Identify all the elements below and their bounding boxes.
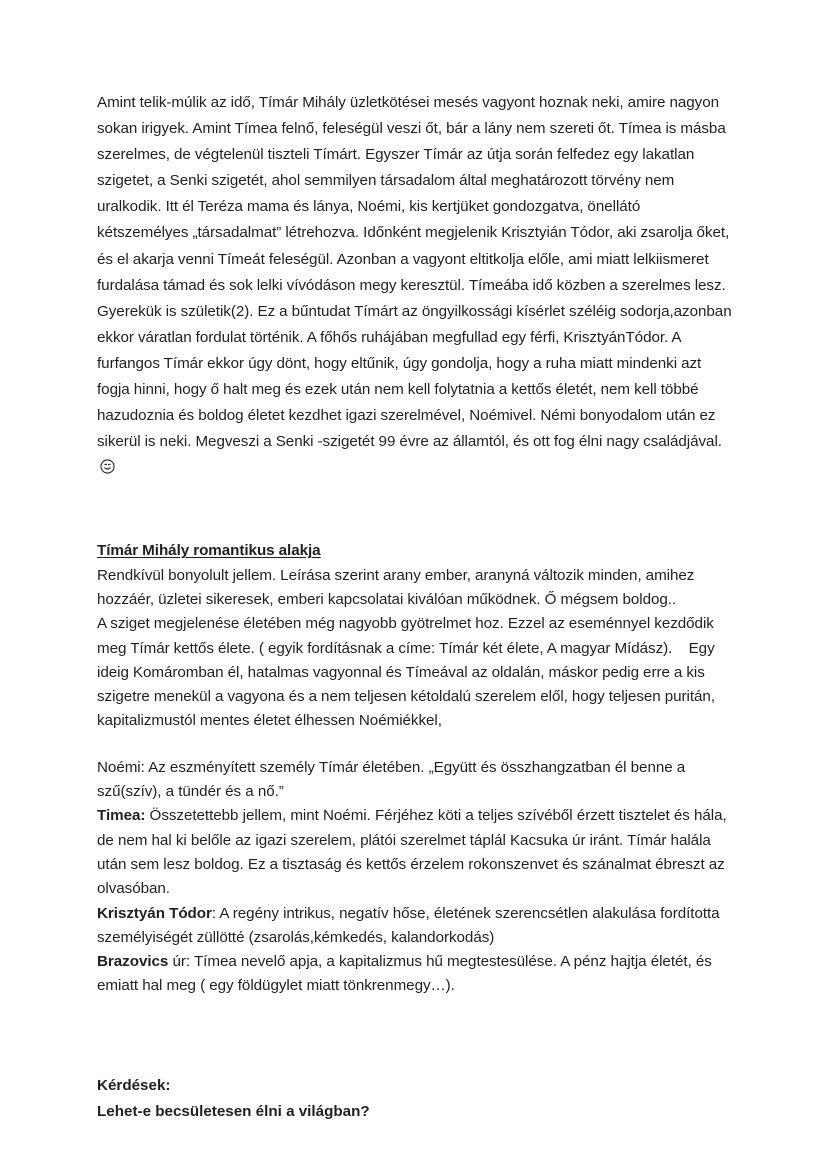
- character-paragraph-2a: A sziget megjelenése életében még nagyobb gyötrelmet hoz. Ezzel az eseménnyel kezdődik meg Tímár kettős élete. ( egyik fordításnak a címe: Tímár két élete, A magyar Mídász).: [97, 615, 714, 657]
- section-gap-2: [97, 734, 733, 756]
- questions-section: [97, 1073, 733, 1125]
- krisztyan-todor-description: : A regény intrikus, negatív hőse, életének szerencsétlen alakulása fordította személyiségét züllötté (zsarolás,kémkedés, kalandorkodás): [97, 904, 720, 946]
- question-item-1: Lehet-e becsületesen élni a világban?: [97, 1102, 370, 1120]
- section-gap-3: [97, 999, 733, 1073]
- questions-heading: Kérdések:: [97, 1076, 171, 1094]
- brazovics-label: Brazovics: [97, 953, 169, 971]
- document-body: [97, 90, 733, 1125]
- paragraph-indent-spacer: [672, 640, 688, 657]
- krisztyan-todor-label: Krisztyán Tódor: [97, 904, 212, 922]
- summary-paragraph: [97, 90, 733, 481]
- section-gap-1: [97, 481, 733, 539]
- summary-paragraph-text: Amint telik-múlik az idő, Tímár Mihály üzletkötései mesés vagyont hoznak neki, amire nagyon sokan irigyek. Amint Tímea felnő, feleségül veszi őt, bár a lány nem szereti őt. Tímea is másba szerelmes, de végtelenül tiszteli Tímárt. Egyszer Tímár az útja során felfedez egy lakatlan szigetet, a Senki szigetét, ahol semmilyen társadalom által meghatározott törvény nem uralkodik. Itt él Teréza mama és lánya, Noémi, kis kertjüket gondozgatva, önellátó kétszemélyes „társadalmat” létrehozva. Időnként megjelenik Krisztyián Tódor, aki zsarolja őket, és el akarja venni Tímeát feleségül. Azonban a vagyont eltitkolja előle, ami miatt lelkiismeret furdalása támad és sok lelki vívódáson megy keresztül. Tímeába idő közben a szerelmes lesz. Gyerekük is születik(2). Ez a bűntudat Tímárt az öngyilkossági kísérlet széléig sodorja,azonban ekkor váratlan fordulat történik. A főhős ruhájában megfullad egy férfi, KrisztyánTódor. A furfangos Tímár ekkor úgy dönt, hogy eltűnik, úgy gondolja, hogy a ruha miatt mindenki azt fogja hinni, hogy ő halt meg és ezek után nem kell folytatnia a kettős életét, nem kell többé hazudoznia és boldog életet kezdhet igazi szerelmével, Noémivel. Némi bonyodalom után ez sikerül is neki. Megveszi a Senki -szigetét 99 évre az államtól, és ott fog élni nagy családjával.: [97, 94, 732, 451]
- brazovics-description: úr: Tímea nevelő apja, a kapitalizmus hű megtestesülése. A pénz hajtja életét, és emiatt hal meg ( egy földügylet miatt tönkrenmegy…).: [97, 953, 712, 995]
- characters-list: [97, 756, 733, 999]
- timea-label: Timea:: [97, 807, 146, 825]
- character-section: [97, 539, 733, 733]
- character-paragraph-2b: Egy ideig Komáromban él, hatalmas vagyonnal és Tímeával az oldalán, máskor pedig erre a kis szigetre menekül a vagyona és a nem teljesen kétoldalú szerelem elől, hogy teljesen puritán, kapitalizmustól mentes életet élhessen Noémiékkel,: [97, 639, 715, 730]
- character-paragraph-1: Rendkívül bonyolult jellem. Leírása szerint arany ember, aranyná változik minden, amihez hozzáér, üzletei sikeresek, emberi kapcsolatai kiválóan működnek. Ő mégsem boldog..: [97, 566, 695, 608]
- noemi-description: Az eszményített személy Tímár életében. „Együtt és összhangzatban él benne a szű(szív), a tündér és a nő.”: [97, 758, 686, 801]
- smiley-face-emoji: [100, 457, 115, 472]
- noemi-label: Noémi:: [97, 758, 145, 776]
- character-section-heading: Tímár Mihály romantikus alakja: [97, 542, 321, 560]
- timea-description: Összetettebb jellem, mint Noémi. Férjéhez köti a teljes szívéből érzett tisztelet és hála, de nem hal ki belőle az igazi szerelem, plátói szerelmet táplál Kacsuka úr iránt. Tímár halála után sem lesz boldog. Ez a tisztaság és kettős érzelem rokonszenvet és szánalmat ébreszt az olvasóban.: [97, 807, 727, 898]
